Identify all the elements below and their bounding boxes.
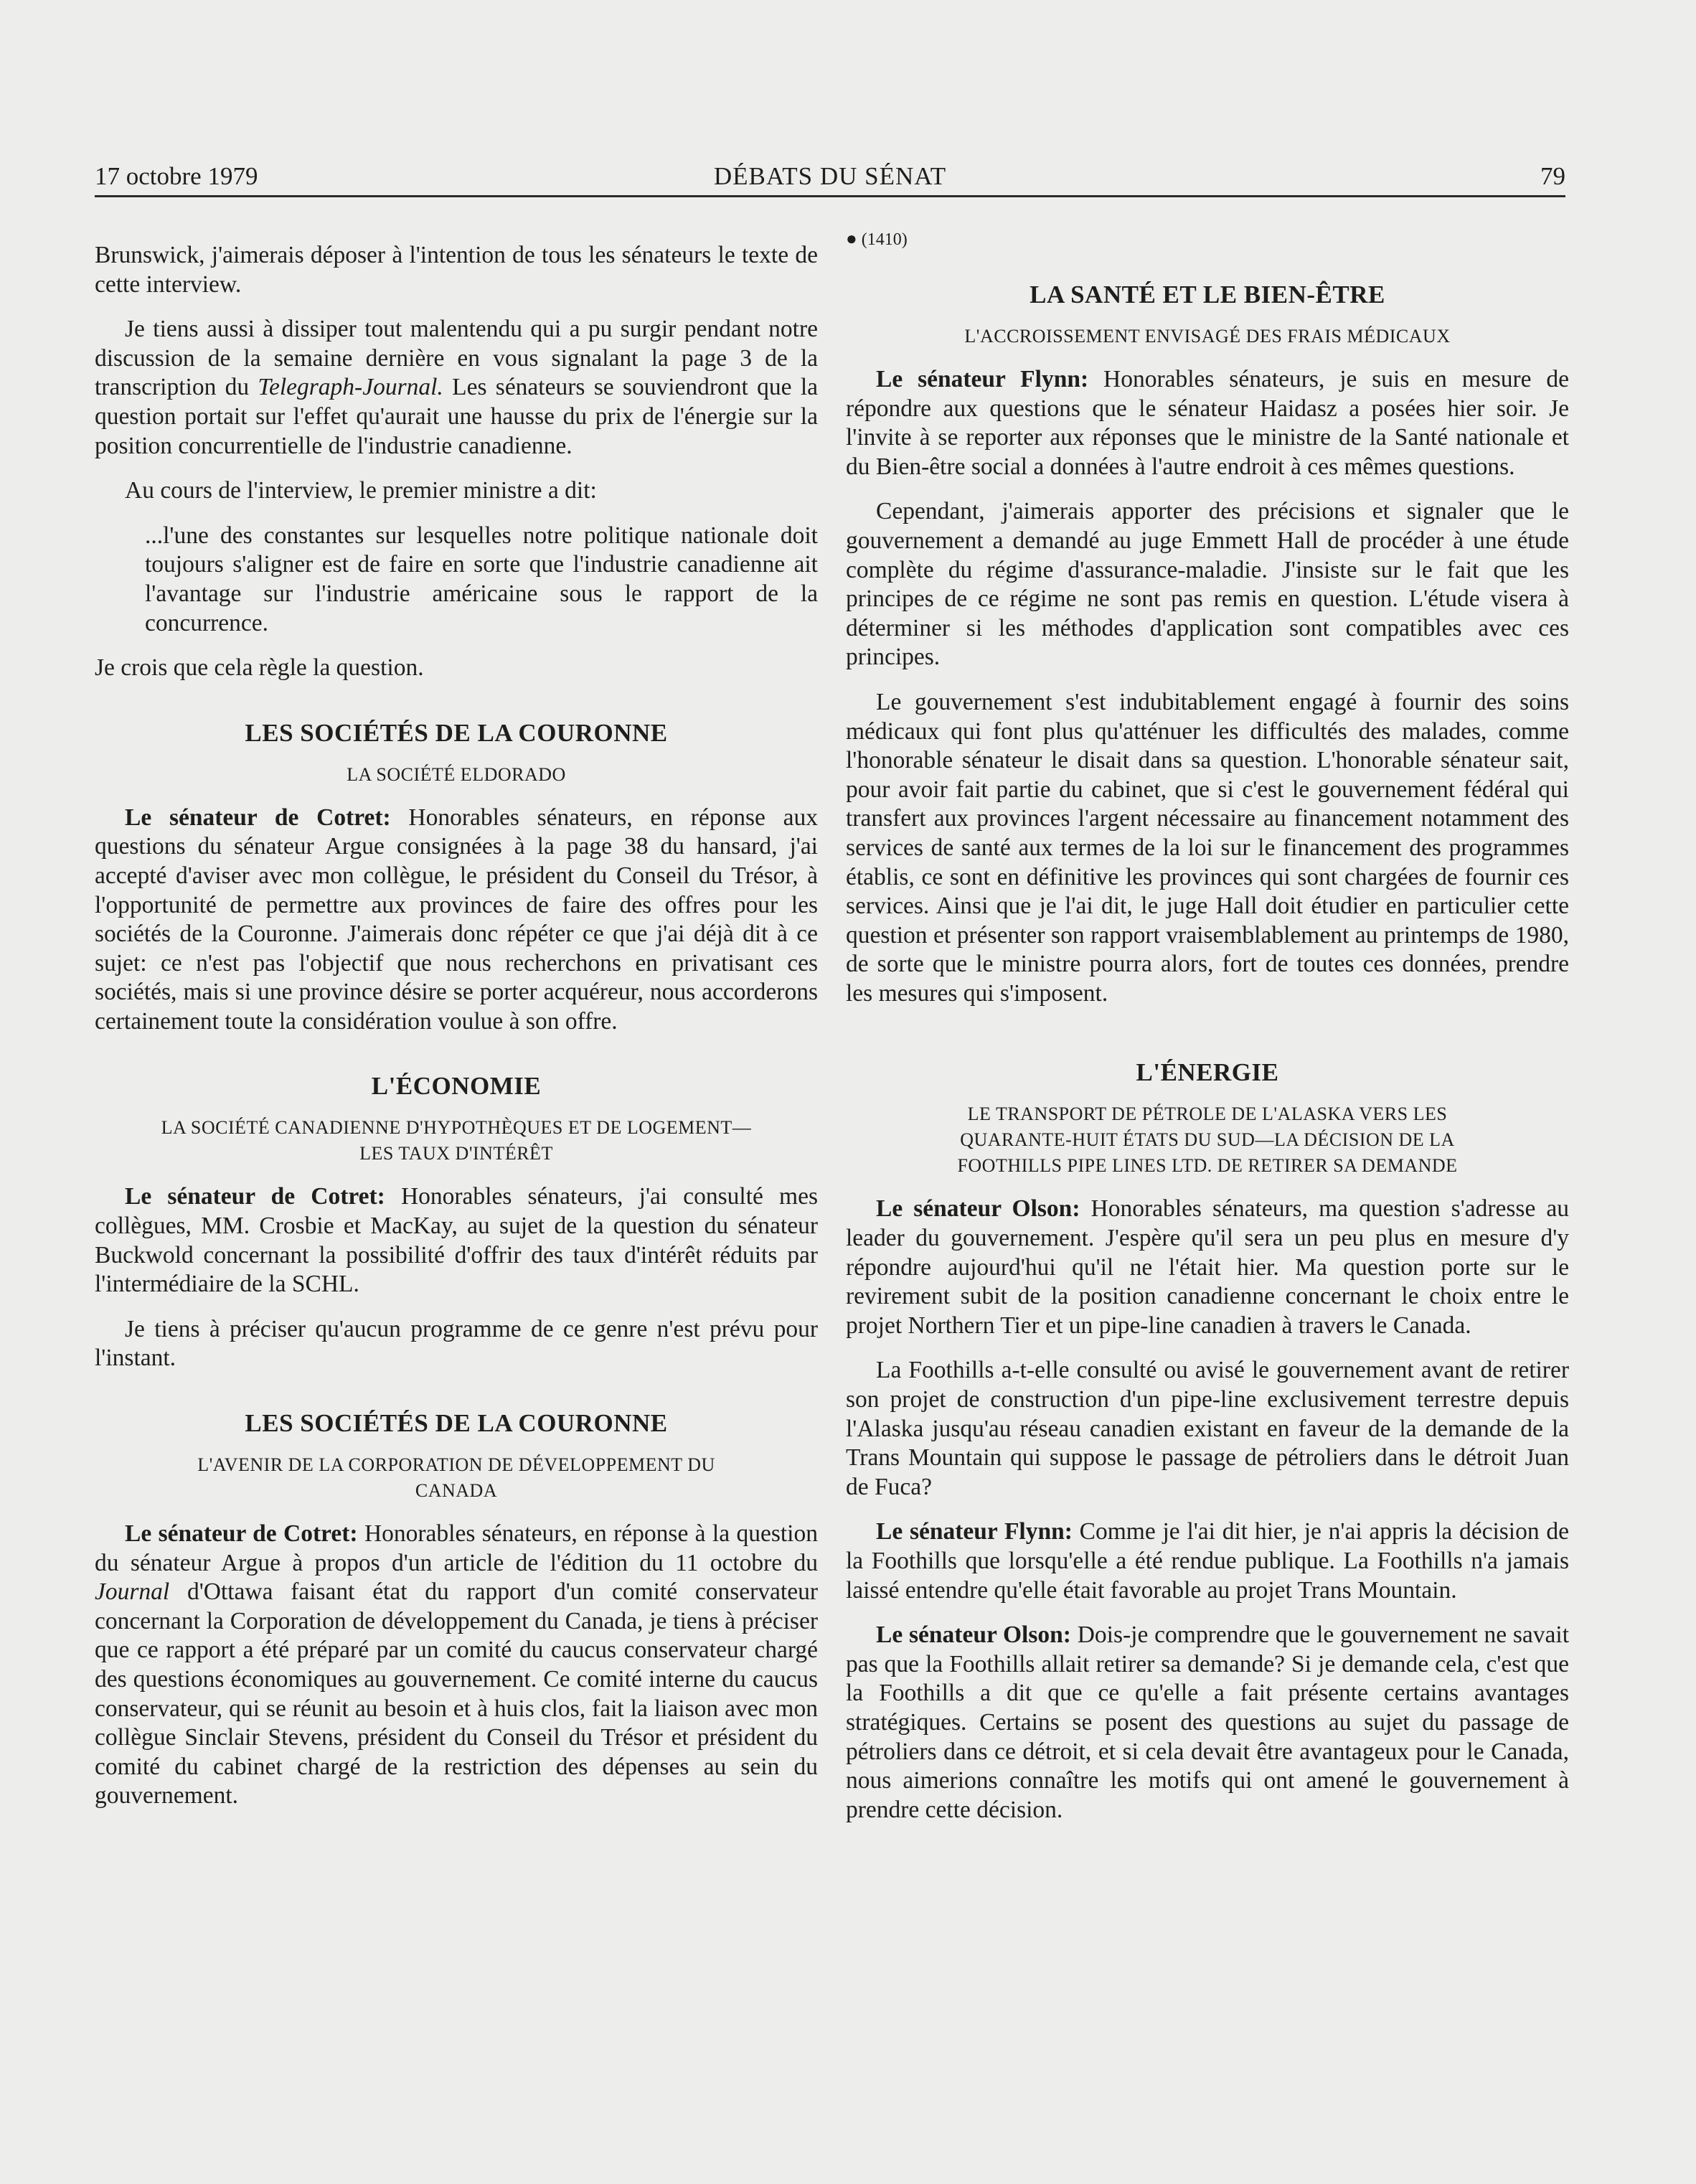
running-head — [95, 156, 1565, 197]
time-marker — [846, 228, 1569, 250]
speaker-name: Le sénateur Olson: — [876, 1621, 1071, 1649]
paragraph — [846, 365, 1569, 481]
section-subheading: LA SOCIÉTÉ ELDORADO — [347, 763, 566, 785]
subheading-line: LES TAUX D'INTÉRÊT — [359, 1143, 553, 1164]
paragraph: Cependant, j'aimerais apporter des précisions et signaler que le gouvernement a demandé au juge Emmett Hall de procéder à une étude complète du régime d'assurance-maladie. J'insiste sur le fait que les principes de ce régime ne sont pas remis en question. L'étude visera à déterminer si les méthodes d'application sont compatibles avec ces principes. — [846, 498, 1569, 671]
speaker-name: Le sénateur Flynn: — [876, 1518, 1073, 1545]
subheading-line: FOOTHILLS PIPE LINES LTD. DE RETIRER SA DEMANDE — [957, 1155, 1458, 1177]
text: d'Ottawa faisant état du rapport d'un comité conservateur concernant la Corporation de développement du Canada, je tiens à préciser que ce rapport a été préparé par un comité du caucus conservateur chargé des questions économiques au gouvernement. Ce comité interne du caucus conservateur, qui se réunit au besoin et à huis clos, fait la liaison avec mon collègue Sinclair Stevens, président du Conseil du Trésor et président du comité du cabinet chargé de la restriction des dépenses au sein du gouvernement. — [95, 1578, 818, 1809]
text: Je tiens aussi à dissiper tout malentendu qui a pu surgir pendant notre discussion de la semaine dernière en vous signalant la page 3 de la transcription du — [95, 316, 818, 401]
paragraph: Brunswick, j'aimerais déposer à l'intention de tous les sénateurs le texte de cette interview. — [95, 242, 818, 298]
speaker-name: Le sénateur de Cotret: — [125, 1520, 358, 1548]
quotation: ...l'une des constantes sur lesquelles notre politique nationale doit toujours s'aligner est de faire en sorte que l'industrie canadienne ait l'avantage sur l'industrie américaine sous le rapport de la concurrence. — [145, 522, 818, 636]
paragraph — [95, 1520, 818, 1811]
section-heading: L'ÉNERGIE — [1136, 1058, 1279, 1087]
paragraph: Le gouvernement s'est indubitablement engagé à fournir des soins médicaux qui font plus qu'atténuer les difficultés des malades, comme l'honorable sénateur le disait dans sa question. L'honorable sénateur sait, pour avoir fait partie du cabinet, que si c'est le gouvernement fédéral qui transfert aux provinces l'argent nécessaire au financement notamment des services de santé aux termes de la loi sur le financement des programmes établis, ce sont en définitive les provinces qui sont chargées de fournir ces services. Ainsi que je l'ai dit, le juge Hall doit étudier en particulier cette question et présenter son rapport vraisemblablement au printemps de 1980, de sorte que le ministre pourra alors, fort de toutes ces données, prendre les mesures qui s'imposent. — [846, 688, 1569, 1007]
left-column — [95, 241, 818, 1827]
text: Honorables sénateurs, j'ai consulté mes collègues, MM. Crosbie et MacKay, au sujet de la question du sénateur Buckwold concernant la possibilité d'offrir des taux d'intérêt réduits par l'intermédiaire de la SCHL. — [95, 1183, 818, 1298]
italic-title: Telegraph-Journal. — [258, 374, 443, 401]
paragraph — [846, 1195, 1569, 1340]
italic-title: Journal — [95, 1578, 170, 1606]
text: Honorables sénateurs, je suis en mesure de répondre aux questions que le sénateur Haidasz a posées hier soir. Je l'invite à se reporter aux réponses que le ministre de la Santé nationale et du Bien-être social a données à l'autre endroit à ces mêmes questions. — [846, 366, 1570, 480]
section-heading: LES SOCIÉTÉS DE LA COURONNE — [245, 718, 668, 747]
subheading-line: CANADA — [415, 1480, 498, 1502]
speaker-name: Le sénateur de Cotret: — [125, 804, 391, 831]
paragraph — [846, 1621, 1569, 1825]
bullet-icon: ● — [846, 228, 857, 249]
time-marker-text: (1410) — [861, 230, 908, 249]
paragraph: La Foothills a-t-elle consulté ou avisé le gouvernement avant de retirer son projet de construction d'un pipe-line exclusivement terrestre depuis l'Alaska jusqu'au réseau canadien existant en faveur de la demande de la Trans Mountain qui suppose le passage de pétroliers dans le détroit Juan de Fuca? — [846, 1357, 1569, 1500]
section-subheading — [846, 1101, 1569, 1179]
text: Honorables sénateurs, en réponse à la question du sénateur Argue à propos d'un article de l'édition du 11 octobre du — [95, 1520, 818, 1576]
section-subheading — [95, 1452, 818, 1504]
text: Honorables sénateurs, ma question s'adresse au leader du gouvernement. J'espère qu'il sera un peu plus en mesure d'y répondre aujourd'hui qu'il ne l'était hier. Ma question porte sur le revirement subit de la position canadienne concernant le choix entre le projet Northern Tier et un pipe-line canadien à travers le Canada. — [846, 1195, 1569, 1339]
section-heading: L'ÉCONOMIE — [371, 1072, 542, 1101]
subheading-line: QUARANTE-HUIT ÉTATS DU SUD—LA DÉCISION DE LA — [960, 1129, 1455, 1151]
text: Comme je l'ai dit hier, je n'ai appris la décision de la Foothills que lorsqu'elle a été rendue publique. La Foothills n'a jamais laissé entendre qu'elle était favorable au projet Trans Mountain. — [846, 1518, 1569, 1604]
paragraph — [95, 315, 818, 461]
paragraph — [846, 1517, 1569, 1605]
section-subheading — [95, 1115, 818, 1167]
paragraph: Au cours de l'interview, le premier ministre a dit: — [125, 477, 597, 504]
header-title: DÉBATS DU SÉNAT — [713, 162, 947, 190]
paragraph: Je tiens à préciser qu'aucun programme de ce genre n'est prévu pour l'instant. — [95, 1315, 818, 1372]
subheading-line: L'AVENIR DE LA CORPORATION DE DÉVELOPPEMENT DU — [197, 1454, 715, 1476]
header-date: 17 octobre 1979 — [95, 162, 258, 190]
section-subheading: L'ACCROISSEMENT ENVISAGÉ DES FRAIS MÉDICAUX — [964, 326, 1451, 347]
page — [95, 156, 1570, 2165]
subheading-line: LE TRANSPORT DE PÉTROLE DE L'ALASKA VERS LES — [967, 1103, 1448, 1125]
text: Dois-je comprendre que le gouvernement ne savait pas que la Foothills allait retirer sa demande? Si je demande cela, c'est que la Foothills a dit que ce qu'elle a fait présente certains avantages stratégiques. Certains se posent des questions au sujet du passage de pétroliers dans ce détroit, et si cela devait être avantageux pour le Canada, nous aimerions connaître les motifs qui ont amené le gouvernement à prendre cette décision. — [846, 1621, 1570, 1823]
speaker-name: Le sénateur Flynn: — [876, 366, 1089, 392]
speaker-name: Le sénateur Olson: — [876, 1195, 1080, 1223]
header-page-number: 79 — [1540, 162, 1565, 190]
section-heading: LES SOCIÉTÉS DE LA COURONNE — [245, 1409, 668, 1438]
subheading-line: LA SOCIÉTÉ CANADIENNE D'HYPOTHÈQUES ET DE LOGEMENT— — [161, 1117, 752, 1139]
text: Les sénateurs se souviendront que la question portait sur l'effet qu'aurait une hausse du prix de l'énergie sur la position concurrentielle de l'industrie canadienne. — [95, 374, 818, 459]
text: Honorables sénateurs, en réponse aux questions du sénateur Argue consignées à la page 38 du hansard, j'ai accepté d'aviser avec mon collègue, le président du Conseil du Trésor, à l'opportunité de permettre aux provinces de faire des offres pour les sociétés de la Couronne. J'aimerais donc répéter ce que j'ai déjà dit à ce sujet: ce n'est pas l'objectif que nous recherchons en privatisant ces sociétés, mais si une province désire se porter acquéreur, nous accorderons certainement toute la considération voulue à son offre. — [95, 804, 818, 1035]
paragraph — [95, 1182, 818, 1299]
section-heading: LA SANTÉ ET LE BIEN-ÊTRE — [1030, 281, 1385, 309]
speaker-name: Le sénateur de Cotret: — [125, 1183, 385, 1210]
right-column — [846, 228, 1570, 1840]
paragraph: Je crois que cela règle la question. — [95, 654, 424, 682]
paragraph — [95, 804, 818, 1037]
